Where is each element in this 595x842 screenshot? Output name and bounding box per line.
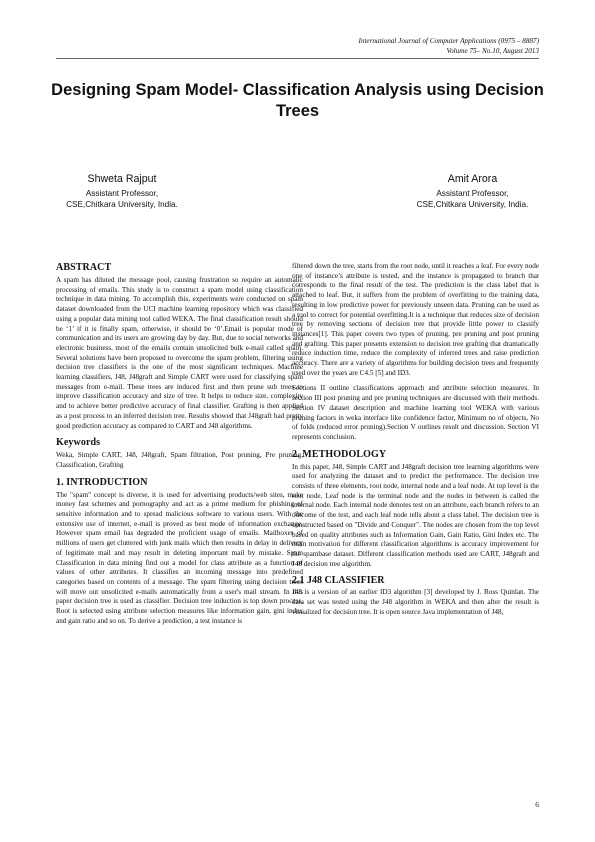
- author-2: [386, 172, 559, 210]
- author-1: [44, 172, 200, 210]
- journal-header: [358, 37, 539, 56]
- author-position: Assistant Professor,: [436, 189, 509, 198]
- introduction-text: The "spam" concept is diverse, it is used for advertising products/web sites, make money fast schemes and pornography and act as a prime medium for phishing of sensitive information and to spread malicious software to various users. With the extensive use of internet, e-mail is proved as best mode of information exchange. However spam email has degraded the proficient usage of emails. Mailboxes of millions of users get cluttered with junk mails which then results in delay in delivery of legitimate mail and may result in deleting important mail by mistake. Spam Classification in data mining find out a model for class attribute as a function of values of other attributes. It classifies an incoming message into predefined categories based on contents of a message. The spam filtering using decision trees will move out unsolicited e-mails automatically from a user's mail stream. In this paper decision tree is used as classifier. Decision tree induction is top down process. Root is selected using attribute selection measures like information gain, gini index and gain ratio and so on. To derive a prediction, a test instance is: [56, 490, 303, 625]
- author-affiliation: CSE,Chitkara University, India.: [416, 200, 529, 209]
- abstract-heading: ABSTRACT: [56, 262, 112, 273]
- author-name: Amit Arora: [447, 173, 498, 185]
- abstract-text: A spam has diluted the message pool, causing frustration so require an automatic processing of emails. This study is to construct a spam model using classification technique in data mining. To accomplish this, experiments were conducted on spam dataset downloaded from the UCI machine learning repository which was classified using a popular data mining tool called WEKA. The final classification result should be ‘1’ if it is finally spam, otherwise, it should be ‘0’.Email is popular mode of communication and its users are growing day by day. But, due to social networks and electronic business, most of the emails contain unsolicited bulk e-mail called spam. Several solutions have been proposed to overcome the spam problem, filtering using decision tree classifiers is the one of the most significant techniques. Machine learning classifiers, J48, J48graft and Simple CART were used for classifying spam messages from e-mail. These trees are induced first and then prune sub trees to improve classification accuracy and size of tree. It helps to reduce size, complexity and to achieve better predictive accuracy of final classifier. Grafting is then applied as a post process to an inferred decision tree. Results showed that J48graft had pretty good prediction accuracy as compared to CART and J48 algorithms.: [56, 276, 303, 430]
- header-rule: [56, 58, 539, 59]
- introduction-heading: 1. INTRODUCTION: [56, 476, 148, 488]
- author-affiliation: CSE,Chitkara University, India.: [66, 200, 178, 209]
- right-column: [292, 262, 539, 624]
- body-paragraph: filtered down the tree, starts from the root node, until it reaches a leaf. For every node one of instance’s attribute is tested, and the instance is propagated to branch that corresponds to the final result of the test. The prediction is the class label that is attached to leaf. But, it suffers from the problem of overfitting to the training data, resulting in low predictive power for previously unseen data. Pruning can be used as a tool to correct for potential overfitting.It is a technique that reduces size of decision tree by removing sections of decision tree that provide little power to classify instances[1]. This paper covers two types of pruning, pre pruning and post pruning and grafting. This paper presents extension to decision tree grafting that dramatically reduce induction time, reduce the complexity of inferred trees and raise prediction accuracy. There are a variety of algorithms for building decision trees and frequently used over the years are C4.5 [5] and ID3.: [292, 262, 539, 377]
- page-number: 6: [535, 800, 539, 809]
- j48-text: J48 is a version of an earlier ID3 algorithm [3] developed by J. Ross Quinlan. The data set was tested using the J48 algorithm in WEKA and then after the result is visualized for decision tree. It is open source Java implementation of J48,: [292, 588, 539, 616]
- author-position: Assistant Professor,: [85, 189, 159, 198]
- methodology-text: In this paper, J48, Simple CART and J48graft decision tree learning algorithms were used for analyzing the dataset and to predict the performance. The decision tree consists of three elements, root node, internal node and a leaf node. At top level is the root node. Leaf node is the terminal node and the nodes in between is called the internal node. Each internal node denotes test on an attribute, each branch refers to an outcome of the test, and each leaf node tells about a class label. The decision tree is constructed based on "Divide and Conquer". The nodes are chosen from the top level based on quality attributes such as Information Gain, Gain Ratio, Gini Index etc. The main motivation for different classification algorithms is accuracy improvement for the spambase dataset. Different classification methods used are CART, J48graft and J48 decision tree algorithm.: [292, 462, 539, 568]
- j48-heading: 2.1 J48 CLASSIFIER: [292, 575, 385, 587]
- paper-title: Designing Spam Model- Classification Analysis using Decision Trees: [51, 81, 544, 120]
- author-name: Shweta Rajput: [87, 173, 157, 185]
- keywords-text: Weka, Simple CART, J48, J48graft, Spam filtration, Post pruning, Pre pruning, Classification, Grafting: [56, 451, 303, 469]
- journal-volume: Volume 75– No.10, August 2013: [446, 46, 539, 55]
- keywords-heading: Keywords: [56, 437, 101, 449]
- left-column: [56, 262, 303, 633]
- body-paragraph: Sections II outline classifications approach and attribute selection measures. In section III post pruning and pre pruning techniques are discussed with their methods. Section IV dataset description and machine learning tool WEKA with various pruning factors in weka interface like confidence factor, Minimum no of objects, No of folds (reduced error pruning).Section V outlines result and discussion. Section VI represents conclusion.: [292, 384, 539, 441]
- journal-name: International Journal of Computer Applications (0975 – 8887): [358, 37, 539, 45]
- methodology-heading: 2. METHODOLOGY: [292, 448, 387, 460]
